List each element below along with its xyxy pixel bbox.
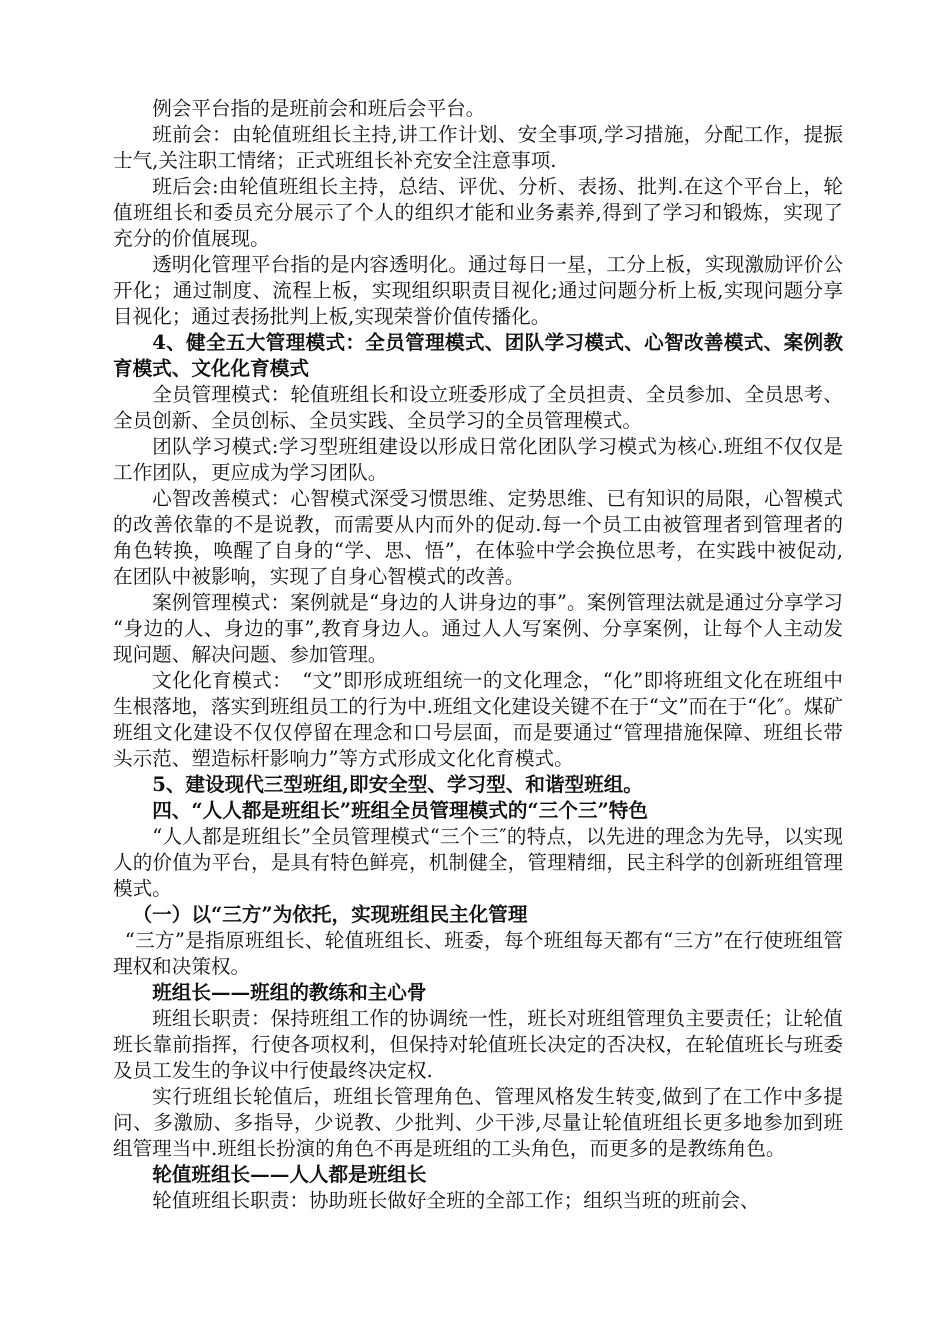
paragraph-pre-shift-meeting: 班前会：由轮值班组长主持,讲工作计划、安全事项,学习措施，分配工作，提振士气,关注职工情绪；正式班组长补充安全注意事项. — [113, 123, 843, 172]
heading-three-type-teams: 5、建设现代三型班组,即安全型、学习型、和谐型班组。 — [152, 773, 643, 796]
paragraph-rotating-leader-duties: 轮值班组长职责：协助班长做好全班的全部工作；组织当班的班前会、 — [152, 1189, 760, 1212]
paragraph-team-learning-mode: 团队学习模式:学习型班组建设以形成日常化团队学习模式为核心.班组不仅仅是工作团队，更应成为学习团队。 — [113, 435, 843, 484]
heading-section-four: 四、“人人都是班组长”班组全员管理模式的“三个三”特色 — [152, 799, 648, 822]
paragraph-team-leader-duties: 班组长职责：保持班组工作的协调统一性，班长对班组管理负主要责任；让轮值班长靠前指挥，行使各项权利，但保持对轮值班长决定的否决权，在轮值班长与班委及员工发生的争议中行使最终决定权. — [113, 1007, 843, 1082]
paragraph-rotation-effect: 实行班组长轮值后，班组长管理角色、管理风格发生转变,做到了在工作中多提问、多激励、多指导，少说教、少批判、少干涉,尽量让轮值班组长更多地参加到班组管理当中.班组长扮演的角色不再是班组的工头角色，而更多的是教练角色。 — [113, 1085, 843, 1160]
heading-team-leader: 班组长——班组的教练和主心骨 — [152, 981, 427, 1004]
paragraph-meeting-platform: 例会平台指的是班前会和班后会平台。 — [152, 97, 486, 120]
paragraph-full-staff-mode: 全员管理模式：轮值班组长和设立班委形成了全员担责、全员参加、全员思考、全员创新、全员创标、全员实践、全员学习的全员管理模式。 — [113, 383, 843, 432]
heading-three-parties: （一）以“三方”为依托，实现班组民主化管理 — [132, 903, 528, 926]
paragraph-mind-improvement-mode: 心智改善模式：心智模式深受习惯思维、定势思维、已有知识的局限，心智模式的改善依靠的不是说教，而需要从内而外的促动.每一个员工由被管理者到管理者的角色转换，唤醒了自身的“学、思、悟”，在体验中学会换位思考，在实践中被促动,在团队中被影响，实现了自身心智模式的改善。 — [113, 487, 843, 588]
paragraph-three-parties-definition: “三方”是指原班组长、轮值班组长、班委，每个班组每天都有“三方”在行使班组管理权和决策权。 — [113, 929, 843, 978]
paragraph-three-threes-intro: “人人都是班组长”全员管理模式“三个三″的特点，以先进的理念为先导，以实现人的价值为平台，是具有特色鲜亮，机制健全，管理精细，民主科学的创新班组管理模式。 — [113, 825, 843, 900]
heading-five-management-modes: 4、健全五大管理模式：全员管理模式、团队学习模式、心智改善模式、案例教育模式、文化化育模式 — [113, 331, 843, 380]
paragraph-post-shift-meeting: 班后会:由轮值班组长主持，总结、评优、分析、表扬、批判.在这个平台上，轮值班组长和委员充分展示了个人的组织才能和业务素养,得到了学习和锻炼，实现了充分的价值展现。 — [113, 175, 843, 250]
document-page — [113, 96, 843, 1214]
paragraph-transparent-management: 透明化管理平台指的是内容透明化。通过每日一星，工分上板，实现激励评价公开化；通过制度、流程上板，实现组织职责目视化;通过问题分析上板,实现问题分享目视化；通过表扬批判上板,实现荣誉价值传播化。 — [113, 253, 843, 328]
heading-rotating-leader: 轮值班组长——人人都是班组长 — [152, 1163, 427, 1186]
paragraph-case-management-mode: 案例管理模式：案例就是“身边的人讲身边的事”。案例管理法就是通过分享学习“身边的人、身边的事”,教育身边人。通过人人写案例、分享案例，让每个人主动发现问题、解决问题、参加管理。 — [113, 591, 843, 666]
paragraph-culture-mode: 文化化育模式： “文”即形成班组统一的文化理念，“化”即将班组文化在班组中生根落地，落实到班组员工的行为中.班组文化建设关键不在于“文”而在于“化″。煤矿班组文化建设不仅仅停留在理念和口号层面，而是要通过“管理措施保障、班组长带头示范、塑造标杆影响力”等方式形成文化化育模式。 — [113, 669, 843, 770]
